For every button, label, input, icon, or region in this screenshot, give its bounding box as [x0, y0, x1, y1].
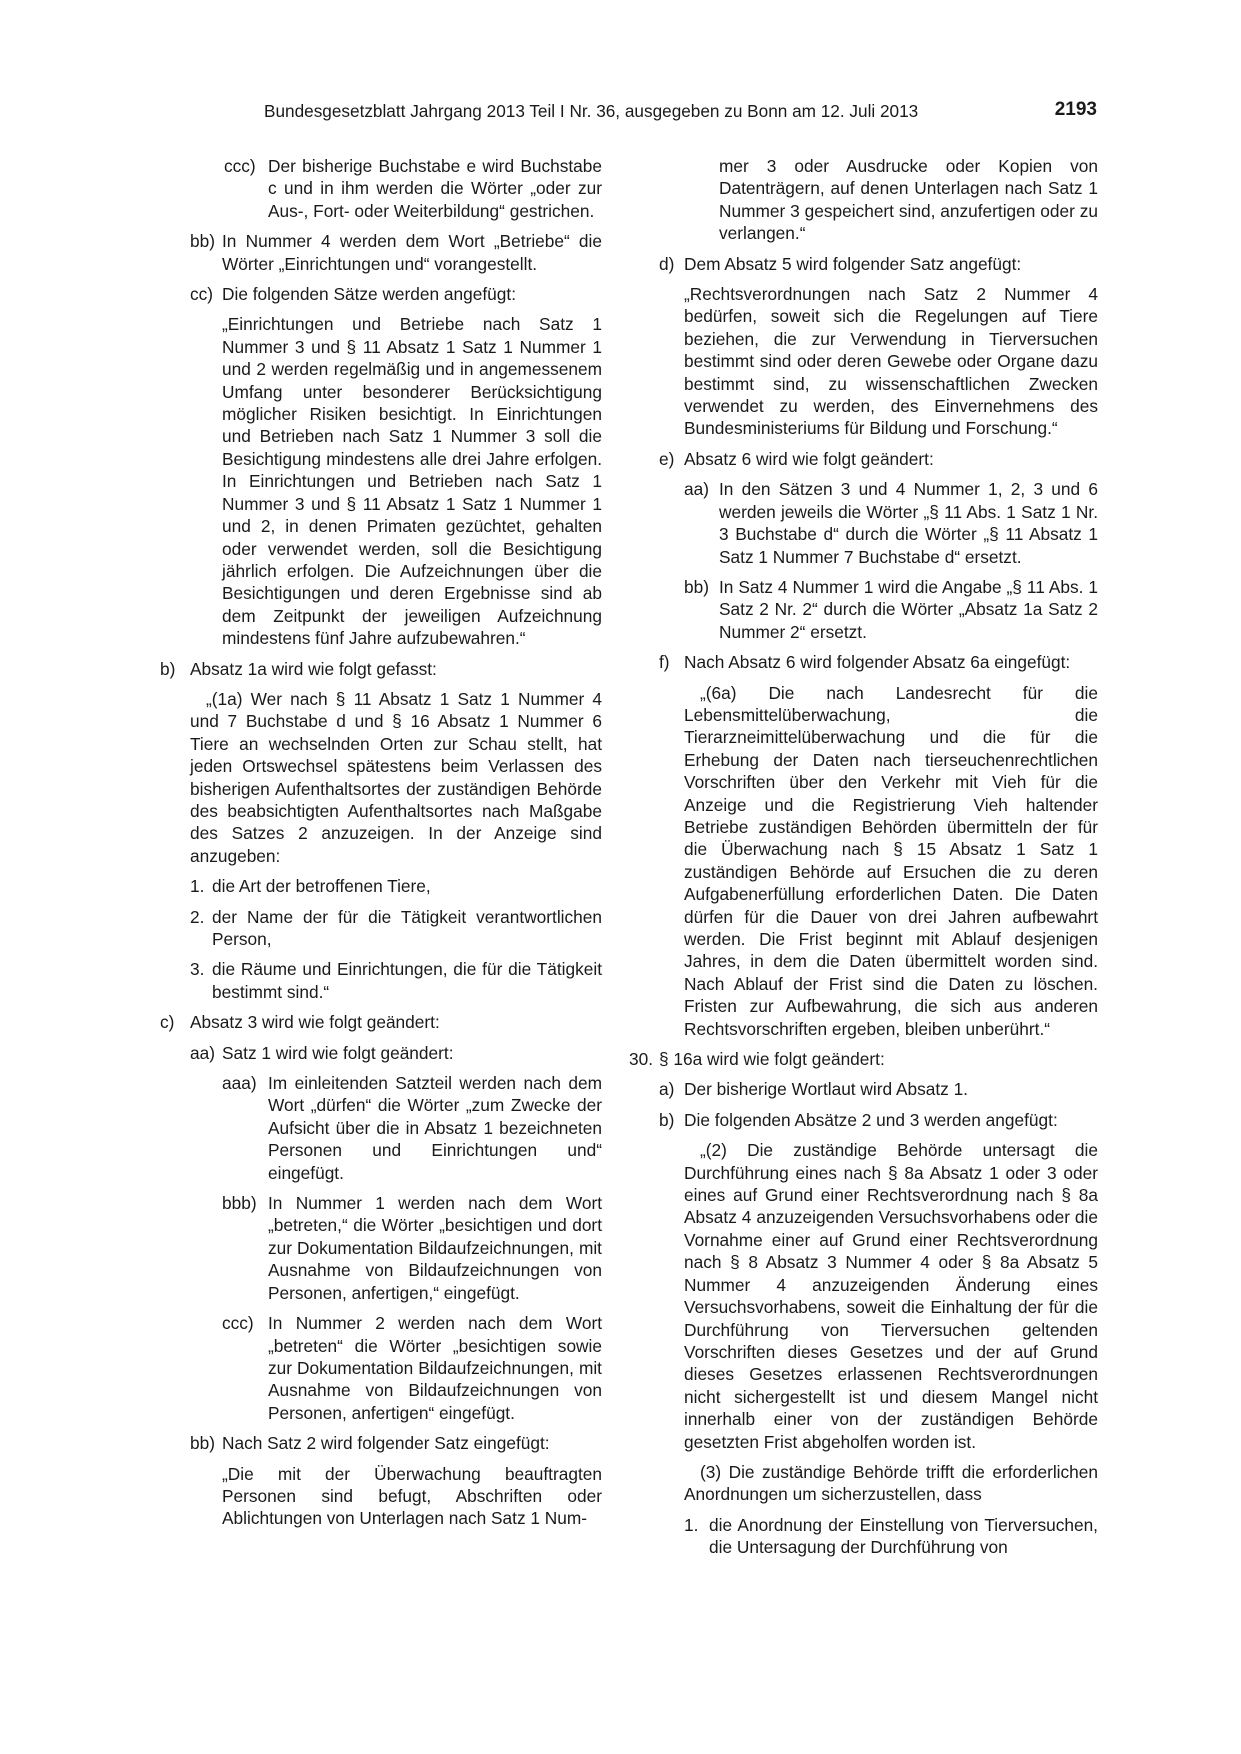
quote-d: „Rechtsverordnungen nach Satz 2 Nummer 4 bedürfen, soweit sich die Regelungen auf Tiere beziehen, die zur Verwendung in Tierversuchen bestimmt sind oder deren Gewebe oder Organe dazu bestimmt sind, zu wissenschaftlichen Zwecken verwendet zu werden, des Einvernehmens des Bundesministeriums für Bildung und Forschung.“	[684, 284, 1098, 439]
item-text: Die folgenden Absätze 2 und 3 werden angefügt:	[684, 1109, 1058, 1130]
item-30	[629, 1048, 1098, 1070]
item-text: Im einleitenden Satzteil werden nach dem Wort „dürfen“ die Wörter „zum Zwecke der Aufsicht über die in Absatz 1 bezeichneten Personen und Einrichtungen und“ eingefügt.	[268, 1073, 602, 1183]
item-text: In Nummer 2 werden nach dem Wort „betreten“ die Wörter „besichtigen sowie zur Dokumentation Bildaufzeichnungen, mit Ausnahme von Bildaufzeichnungen von Personen, anfertigen“ eingefügt.	[268, 1313, 602, 1423]
item-ccc-2	[160, 1312, 602, 1424]
quote-30-b-3: (3) Die zuständige Behörde trifft die erforderlichen Anordnungen um sicherzustellen, dass	[684, 1461, 1098, 1505]
item-e-aa	[659, 478, 1098, 568]
page-header	[160, 99, 1097, 129]
page-number: 2193	[1054, 99, 1097, 120]
item-label: c)	[160, 1012, 175, 1033]
item-text: Absatz 3 wird wie folgt geändert:	[190, 1012, 440, 1033]
item-text: In Nummer 1 werden nach dem Wort „betreten,“ die Wörter „besichtigen und dort zur Dokumentation Bildaufzeichnungen, mit Ausnahme von Bildaufzeichnungen von Personen, anfertigen,“ eingefügt.	[268, 1193, 602, 1303]
item-b	[160, 658, 602, 680]
item-cc-1	[160, 283, 602, 305]
item-30-a	[659, 1078, 1098, 1100]
continued-text: mer 3 oder Ausdrucke oder Kopien von Datenträgern, auf denen Unterlagen nach Satz 1 Nummer 3 gespeichert sind, anzufertigen oder zu verlangen.“	[719, 156, 1098, 244]
item-text: Dem Absatz 5 wird folgender Satz angefügt:	[684, 253, 1022, 274]
quote-30-b-2: „(2) Die zuständige Behörde untersagt die Durchführung eines nach § 8a Absatz 1 oder 3 oder eines auf Grund einer Rechtsverordnung nach § 8a Absatz 4 anzuzeigenden Versuchsvorhabens oder die Vornahme einer auf Grund einer Rechtsverordnung nach § 8 Absatz 3 Nummer 4 oder § 8a Absatz 5 Nummer 4 anzuzeigenden Änderung eines Versuchsvorhabens, soweit die Einhaltung der für die Durchführung von Tierversuchen geltenden Vorschriften dieses Gesetzes und der auf Grund dieses Gesetzes erlassenen Rechtsverordnungen nicht sichergestellt ist und diesem Mangel nicht innerhalb einer von der zuständigen Behörde gesetzten Frist abgeholfen worden ist.	[684, 1140, 1098, 1452]
item-label: b)	[160, 658, 176, 679]
list-item-1	[160, 875, 602, 897]
item-text: Satz 1 wird wie folgt geändert:	[222, 1042, 454, 1063]
item-f	[659, 651, 1098, 673]
item-aa	[160, 1042, 602, 1064]
item-bb-1	[160, 230, 602, 275]
running-header: Bundesgesetzblatt Jahrgang 2013 Teil I Nr. 36, ausgegeben zu Bonn am 12. Juli 2013	[264, 101, 919, 121]
item-label: bb)	[190, 1433, 215, 1454]
item-text: In Satz 4 Nummer 1 wird die Angabe „§ 11 Abs. 1 Satz 2 Nr. 2“ durch die Wörter „Absatz 1a Satz 2 Nummer 2“ ersetzt.	[719, 576, 1098, 642]
list-item-3	[160, 958, 602, 1003]
item-e-bb	[659, 576, 1098, 643]
item-text: Nach Satz 2 wird folgender Satz eingefügt:	[222, 1433, 550, 1454]
item-label: 1.	[684, 1514, 699, 1535]
item-label: ccc)	[222, 1313, 254, 1334]
item-label: e)	[659, 448, 675, 469]
item-label: ccc)	[224, 156, 256, 176]
item-text: die Anordnung der Einstellung von Tierversuchen, die Untersagung der Durchführung von	[709, 1514, 1098, 1558]
quote-b: „(1a) Wer nach § 11 Absatz 1 Satz 1 Nummer 4 und 7 Buchstabe d und § 16 Absatz 1 Nummer 6 Tiere an wechselnden Orten zur Schau stellt, hat jeden Ortswechsel spätestens beim Verlassen des bisherigen Aufenthaltsortes der zuständigen Behörde des beabsichtigten Aufenthaltsortes nach Maßgabe des Satzes 2 anzuzeigen. In der Anzeige sind anzugeben:	[190, 688, 602, 866]
item-30-b	[659, 1109, 1098, 1131]
item-label: b)	[659, 1109, 675, 1130]
item-text: Absatz 6 wird wie folgt geändert:	[684, 448, 934, 469]
item-label: aa)	[684, 479, 709, 500]
item-e	[659, 448, 1098, 470]
item-text: Der bisherige Buchstabe e wird Buchstabe c und in ihm werden die Wörter „oder zur Aus-, Fort- oder Weiterbildung“ gestrichen.	[268, 156, 602, 221]
list-item-2	[160, 906, 602, 951]
item-label: 3.	[190, 959, 205, 980]
item-text: Absatz 1a wird wie folgt gefasst:	[190, 658, 437, 679]
item-text: In Nummer 4 werden dem Wort „Betriebe“ die Wörter „Einrichtungen und“ vorangestellt.	[222, 231, 602, 274]
quote-bb-2: „Die mit der Überwachung beauftragten Personen sind befugt, Abschriften oder Ablichtungen von Unterlagen nach Satz 1 Num-	[222, 1463, 602, 1529]
item-label: 30.	[629, 1049, 654, 1070]
item-text: Nach Absatz 6 wird folgender Absatz 6a eingefügt:	[684, 652, 1071, 673]
item-text: die Räume und Einrichtungen, die für die Tätigkeit bestimmt sind.“	[212, 959, 602, 1002]
item-d	[659, 253, 1098, 275]
item-c	[160, 1011, 602, 1033]
item-label: d)	[659, 253, 675, 274]
item-text: In den Sätzen 3 und 4 Nummer 1, 2, 3 und 6 werden jeweils die Wörter „§ 11 Abs. 1 Satz 1 Nr. 3 Buchstabe d“ durch die Wörter „§ 11 Absatz 1 Satz 1 Nummer 7 Buchstabe d“ ersetzt.	[719, 479, 1098, 567]
quote-f: „(6a) Die nach Landesrecht für die Lebensmittelüberwachung, die Tierarzneimittelüberwachung und die für die Erhebung der Daten nach tierseuchenrechtlichen Vorschriften über den Verkehr mit Vieh für die Anzeige und die Registrierung Vieh haltender Betriebe zuständigen Behörden übermitteln der für die Überwachung nach § 15 Absatz 1 Satz 1 zuständigen Behörde auf Ersuchen die zu deren Aufgabenerfüllung erforderlichen Daten. Die Daten dürfen für die Dauer von drei Jahren aufbewahrt werden. Die Frist beginnt mit Ablauf desjenigen Jahres, in dem die Daten übermittelt worden sind. Nach Ablauf der Frist sind die Daten zu löschen. Fristen zur Aufbewahrung, die sich aus anderen Rechtsvorschriften ergeben, bleiben unberührt.“	[684, 682, 1098, 1039]
item-label: aa)	[190, 1042, 215, 1063]
item-label: a)	[659, 1079, 675, 1100]
item-label: 2.	[190, 906, 205, 927]
item-label: bb)	[684, 576, 709, 597]
item-text: der Name der für die Tätigkeit verantwortlichen Person,	[212, 906, 602, 949]
item-label: 1.	[190, 876, 205, 897]
item-label: aaa)	[222, 1073, 257, 1094]
item-ccc-1	[160, 155, 602, 222]
item-text: die Art der betroffenen Tiere,	[212, 876, 431, 897]
item-bb-2	[160, 1432, 602, 1454]
item-label: cc)	[190, 284, 214, 305]
item-text: § 16a wird wie folgt geändert:	[659, 1049, 885, 1070]
item-text: Die folgenden Sätze werden angefügt:	[222, 284, 516, 305]
item-label: f)	[659, 652, 670, 673]
item-label: bbb)	[222, 1193, 257, 1214]
list-item-30-b-1	[659, 1514, 1098, 1559]
item-label: bb)	[190, 231, 215, 252]
right-column	[629, 155, 1098, 1559]
quote-cc-1: „Einrichtungen und Betriebe nach Satz 1 Nummer 3 und § 11 Absatz 1 Satz 1 Nummer 1 und 2 werden regelmäßig und in angemessenem Umfang unter besonderer Berücksichtigung möglicher Risiken besichtigt. In Einrichtungen und Betrieben nach Satz 1 Nummer 3 soll die Besichtigung mindestens alle drei Jahre erfolgen. In Einrichtungen und Betrieben nach Satz 1 Nummer 3 und § 11 Absatz 1 Satz 1 Nummer 1 und 2, in denen Primaten gezüchtet, gehalten oder verwendet werden, soll die Besichtigung jährlich erfolgen. Die Aufzeichnungen über die Besichtigungen und deren Ergebnisse sind ab dem Zeitpunkt der jeweiligen Aufzeichnung mindestens fünf Jahre aufzubewahren.“	[222, 314, 602, 649]
left-column	[160, 155, 602, 1530]
item-bbb	[160, 1192, 602, 1304]
item-aaa	[160, 1072, 602, 1184]
item-text: Der bisherige Wortlaut wird Absatz 1.	[684, 1079, 968, 1100]
